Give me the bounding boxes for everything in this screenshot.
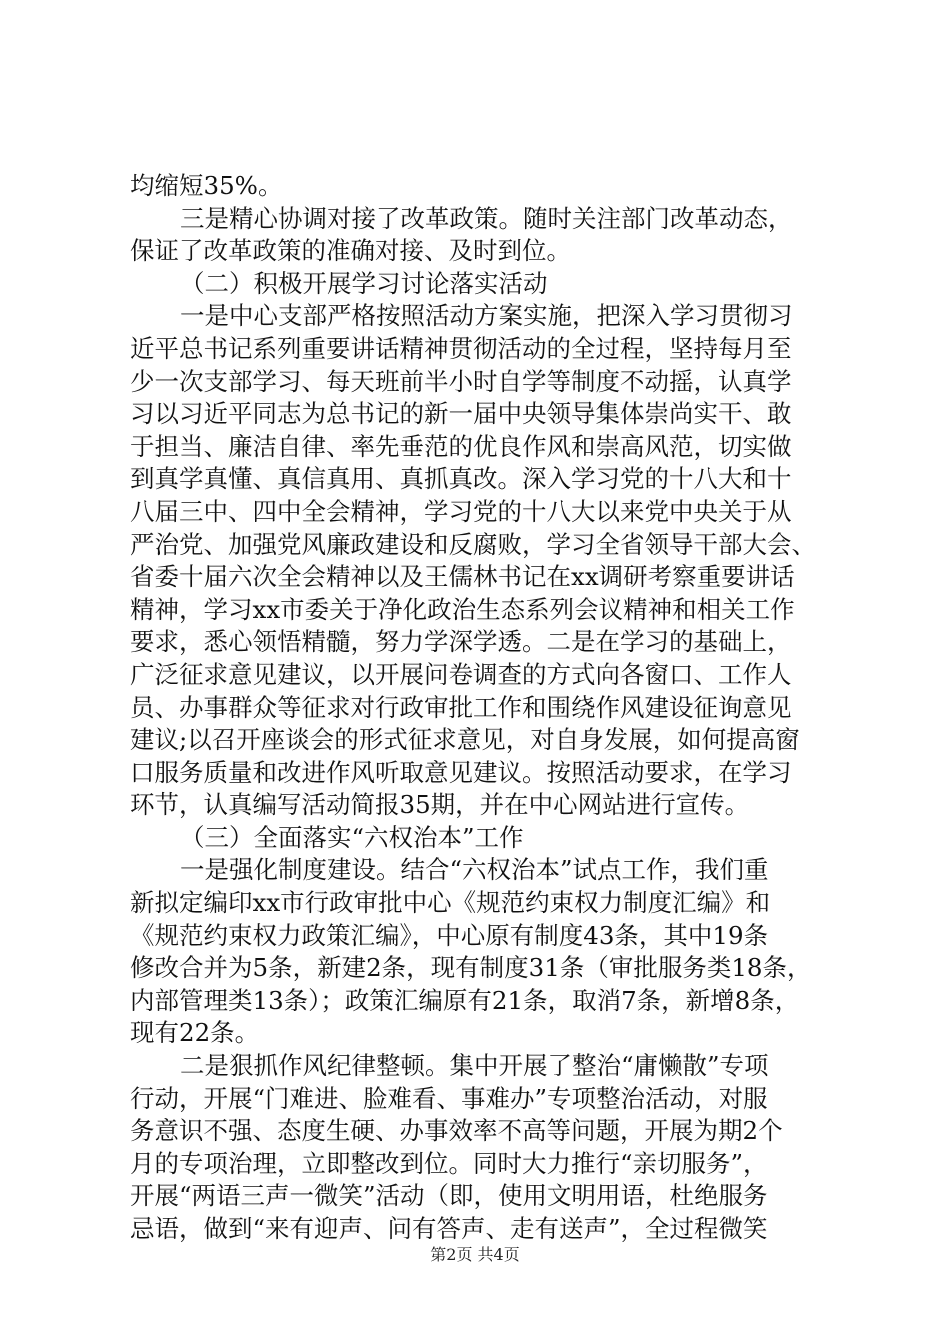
text-line: 建议;以召开座谈会的形式征求意见，对自身发展，如何提高窗: [130, 725, 800, 755]
text-line: 员、办事群众等征求对行政审批工作和围绕作风建设征询意见: [130, 692, 792, 722]
text-line: 开展“两语三声一微笑”活动（即，使用文明用语，杜绝服务: [130, 1181, 768, 1211]
paragraph-start-line: 一是强化制度建设。结合“六权治本”试点工作，我们重: [180, 855, 769, 885]
text-line: 月的专项治理，立即整改到位。同时大力推行“亲切服务”，: [130, 1148, 768, 1178]
text-line: 《规范约束权力政策汇编》，中心原有制度43条，其中19条: [130, 920, 769, 950]
text-line: 口服务质量和改进作风听取意见建议。按照活动要求，在学习: [130, 757, 792, 787]
text-line: 习以习近平同志为总书记的新一届中央领导集体崇尚实干、敢: [130, 399, 792, 429]
section-heading-2: （二）积极开展学习讨论落实活动: [180, 268, 548, 298]
document-body: [130, 170, 830, 1246]
text-line: 行动，开展“门难进、脸难看、事难办”专项整治活动，对服: [130, 1083, 768, 1113]
text-line: 环节，认真编写活动简报35期，并在中心网站进行宣传。: [130, 790, 750, 820]
text-line: 少一次支部学习、每天班前半小时自学等制度不动摇，认真学: [130, 366, 792, 396]
text-line: 现有22条。: [130, 1018, 260, 1048]
text-line: 忌语，做到“来有迎声、问有答声、走有送声”，全过程微笑: [130, 1214, 768, 1243]
text-line: 新拟定编印xx市行政审批中心《规范约束权力制度汇编》和: [130, 888, 771, 918]
text-line: 严治党、加强党风廉政建设和反腐败，学习全省领导干部大会、: [130, 529, 816, 559]
text-line: 内部管理类13条）；政策汇编原有21条，取消7条，新增8条，: [130, 985, 800, 1015]
page-number-footer: 第2页 共4页: [430, 1245, 520, 1264]
text-line: 于担当、廉洁自律、率先垂范的优良作风和崇高风范，切实做: [130, 431, 792, 461]
text-line: 省委十届六次全会精神以及王儒林书记在xx调研考察重要讲话: [130, 562, 795, 592]
text-line: 保证了改革政策的准确对接、及时到位。: [130, 236, 571, 266]
text-line: 务意识不强、态度生硬、办事效率不高等问题，开展为期2个: [130, 1116, 783, 1146]
text-line: 精神，学习xx市委关于净化政治生态系列会议精神和相关工作: [130, 594, 795, 624]
paragraph-start-line: 一是中心支部严格按照活动方案实施，把深入学习贯彻习: [180, 301, 793, 331]
paragraph-start-line: 二是狠抓作风纪律整顿。集中开展了整治“庸懒散”专项: [180, 1051, 769, 1081]
text-line: 修改合并为5条，新建2条，现有制度31条（审批服务类18条，: [130, 953, 812, 983]
text-line: 到真学真懂、真信真用、真抓真改。深入学习党的十八大和十: [130, 464, 792, 494]
paragraph-start-line: 三是精心协调对接了改革政策。随时关注部门改革动态，: [180, 203, 793, 233]
text-line: 广泛征求意见建议，以开展问卷调查的方式向各窗口、工作人: [130, 659, 792, 689]
text-line: 均缩短35%。: [130, 171, 283, 200]
text-line: 要求，悉心领悟精髓，努力学深学透。二是在学习的基础上，: [130, 627, 792, 657]
section-heading-3: （三）全面落实“六权治本”工作: [180, 822, 524, 852]
text-line: 八届三中、四中全会精神，学习党的十八大以来党中央关于从: [130, 496, 792, 526]
text-line: 近平总书记系列重要讲话精神贯彻活动的全过程，坚持每月至: [130, 333, 792, 363]
